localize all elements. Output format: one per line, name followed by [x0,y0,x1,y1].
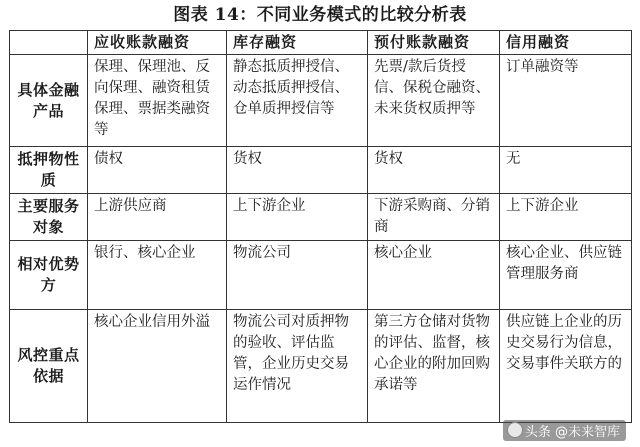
table-cell: 保理、保理池、反向保理、融资租赁保理、票据类融资等 [88,55,227,147]
table-row [10,147,632,194]
header-cell-prepayment: 预付账款融资 [368,31,500,55]
row-header: 相对优势方 [10,241,88,310]
table-cell: 核心企业、供应链管理服务商 [500,241,632,310]
table-cell: 上下游企业 [227,194,368,241]
table-row [10,194,632,241]
table-cell: 静态抵质押授信、动态抵质押授信、仓单质押授信等 [227,55,368,147]
table-cell: 核心企业信用外溢 [88,310,227,423]
row-header: 抵押物性质 [10,147,88,194]
header-cell-corner [10,31,88,55]
table-cell: 核心企业 [368,241,500,310]
table-cell: 债权 [88,147,227,194]
table-cell: 货权 [227,147,368,194]
table-cell: 无 [500,147,632,194]
table-cell: 上下游企业 [500,194,632,241]
table-row [10,241,632,310]
row-header: 风控重点依据 [10,310,88,423]
header-cell-credit: 信用融资 [500,31,632,55]
header-cell-inventory: 库存融资 [227,31,368,55]
watermark-logo-icon [507,422,523,438]
table-cell: 订单融资等 [500,55,632,147]
table-title: 图表 14：不同业务模式的比较分析表 [173,5,467,25]
header-cell-receivables: 应收账款融资 [88,31,227,55]
table-row [10,55,632,147]
table-cell: 先票/款后货授信、保税仓融资、未来货权质押等 [368,55,500,147]
row-header: 具体金融产品 [10,55,88,147]
header-row [10,31,632,55]
table-cell: 银行、核心企业 [88,241,227,310]
table-cell: 上游供应商 [88,194,227,241]
table-row [10,310,632,423]
table-cell: 货权 [368,147,500,194]
comparison-table [9,30,632,423]
watermark-text: 头条 @未来智库 [524,425,620,440]
table-cell: 供应链上企业的历史交易行为信息，交易事件关联方的 [500,310,632,423]
table-cell: 物流公司对质押物的验收、评估监管，企业历史交易运作情况 [227,310,368,423]
table-cell: 下游采购商、分销商 [368,194,500,241]
table-cell: 物流公司 [227,241,368,310]
row-header: 主要服务对象 [10,194,88,241]
watermark [503,420,626,441]
table-cell: 第三方仓储对货物的评估、监督，核心企业的附加回购承诺等 [368,310,500,423]
